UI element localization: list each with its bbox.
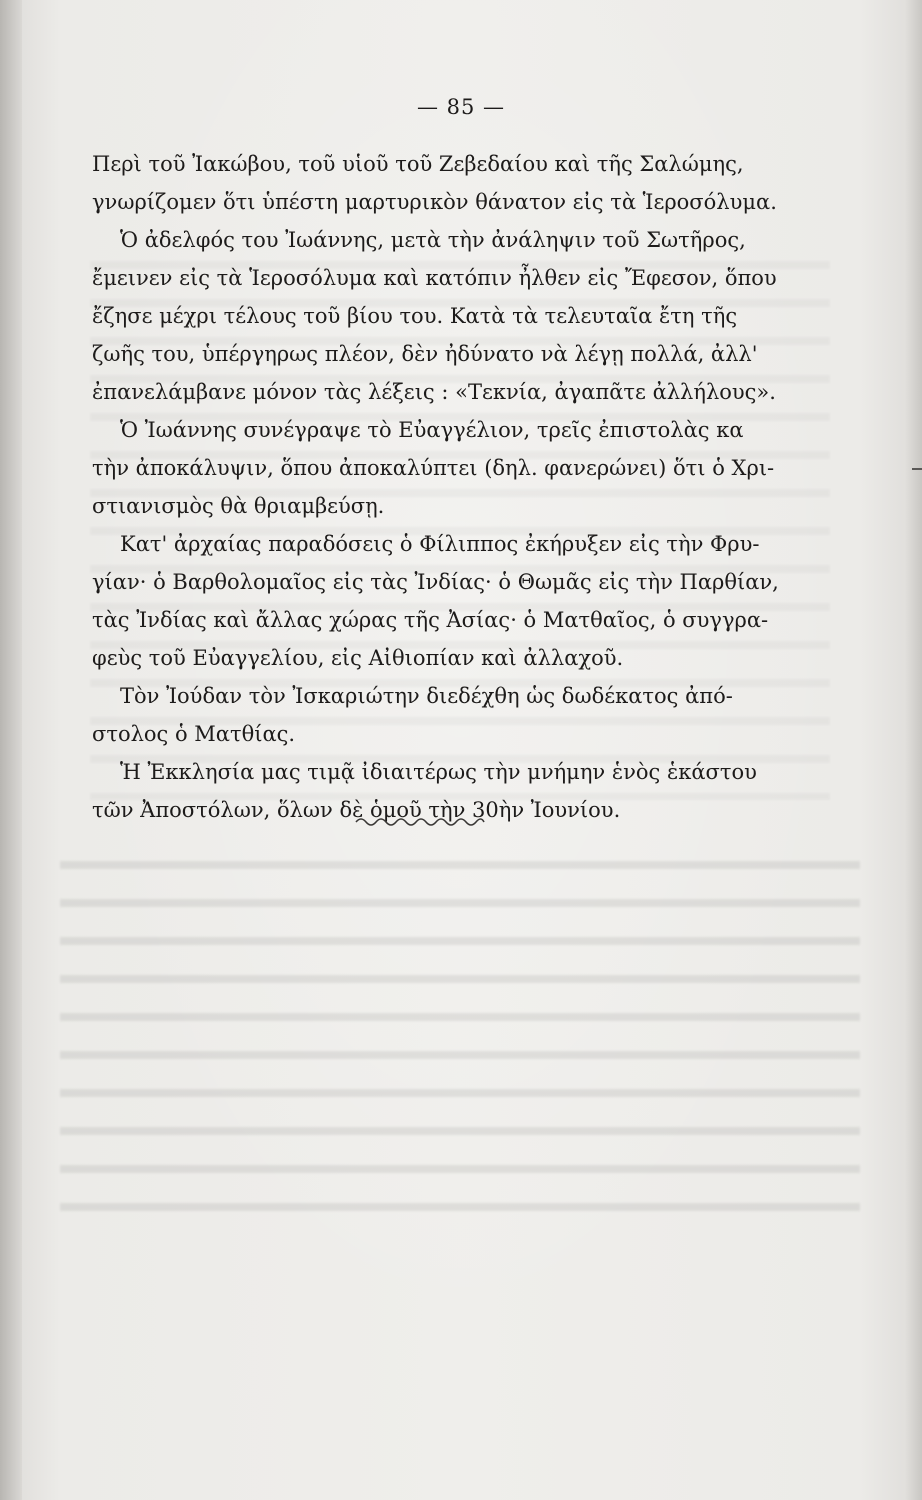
page-edge-shadow (904, 0, 922, 1500)
text-line: στολος ὁ Ματθίας. (92, 722, 296, 746)
text-line: στιανισμὸς θὰ θριαμβεύσῃ. (92, 494, 385, 518)
text-line: τὴν ἀποκάλυψιν, ὅπου ἀποκαλύπτει (δηλ. φανερώνει) ὅτι ὁ Χρι- (92, 456, 775, 480)
page-gutter-shadow (0, 0, 22, 1500)
text-line: ἔζησε μέχρι τέλους τοῦ βίου του. Κατὰ τὰ τελευταῖα ἔτη τῆς (92, 304, 738, 328)
text-line: Ἡ Ἐκκλησία μας τιμᾷ ἰδιαιτέρως τὴν μνήμην ἑνὸς ἑκάστου (120, 760, 757, 784)
text-line: γίαν· ὁ Βαρθολομαῖος εἰς τὰς Ἰνδίας· ὁ Θωμᾶς εἰς τὴν Παρθίαν, (92, 570, 779, 594)
text-line: φεὺς τοῦ Εὐαγγελίου, εἰς Αἰθιοπίαν καὶ ἀλλαχοῦ. (92, 646, 624, 670)
body-text (92, 145, 802, 829)
text-line: Ὁ ἀδελφός του Ἰωάννης, μετὰ τὴν ἀνάληψιν τοῦ Σωτῆρος, (120, 228, 746, 252)
text-line: ἐπανελάμβανε μόνον τὰς λέξεις : «Τεκνία, ἀγαπᾶτε ἀλλήλους». (92, 380, 776, 404)
text-line: ἔμεινεν εἰς τὰ Ἱεροσόλυμα καὶ κατόπιν ἦλθεν εἰς Ἔφεσον, ὅπου (92, 266, 777, 290)
text-line: τὰς Ἰνδίας καὶ ἄλλας χώρας τῆς Ἀσίας· ὁ Ματθαῖος, ὁ συγγρα- (92, 608, 769, 632)
text-line: Ὁ Ἰωάννης συνέγραψε τὸ Εὐαγγέλιον, τρεῖς ἐπιστολὰς κα (120, 418, 744, 442)
text-line: ζωῆς του, ὑπέργηρως πλέον, δὲν ἠδύνατο νὰ λέγῃ πολλά, ἀλλ' (92, 342, 758, 366)
text-line: γνωρίζομεν ὅτι ὑπέστη μαρτυρικὸν θάνατον εἰς τὰ Ἱεροσόλυμα. (92, 190, 777, 214)
text-line: Περὶ τοῦ Ἰακώβου, τοῦ υἱοῦ τοῦ Ζεβεδαίου καὶ τῆς Σαλώμης, (92, 152, 744, 176)
text-line: Τὸν Ἰούδαν τὸν Ἰσκαριώτην διεδέχθη ὡς δωδέκατος ἀπό- (120, 684, 733, 708)
text-line: τῶν Ἀποστόλων, ὅλων δὲ ὁμοῦ τὴν 30ὴν Ἰουνίου. (92, 798, 621, 822)
wavy-divider (354, 815, 486, 829)
margin-mark (912, 468, 922, 470)
text-line: Κατ' ἀρχαίας παραδόσεις ὁ Φίλιππος ἐκήρυξεν εἰς τὴν Φρυ- (120, 532, 760, 556)
page-number: — 85 — (416, 95, 506, 119)
show-through-text-lower (60, 840, 860, 1240)
